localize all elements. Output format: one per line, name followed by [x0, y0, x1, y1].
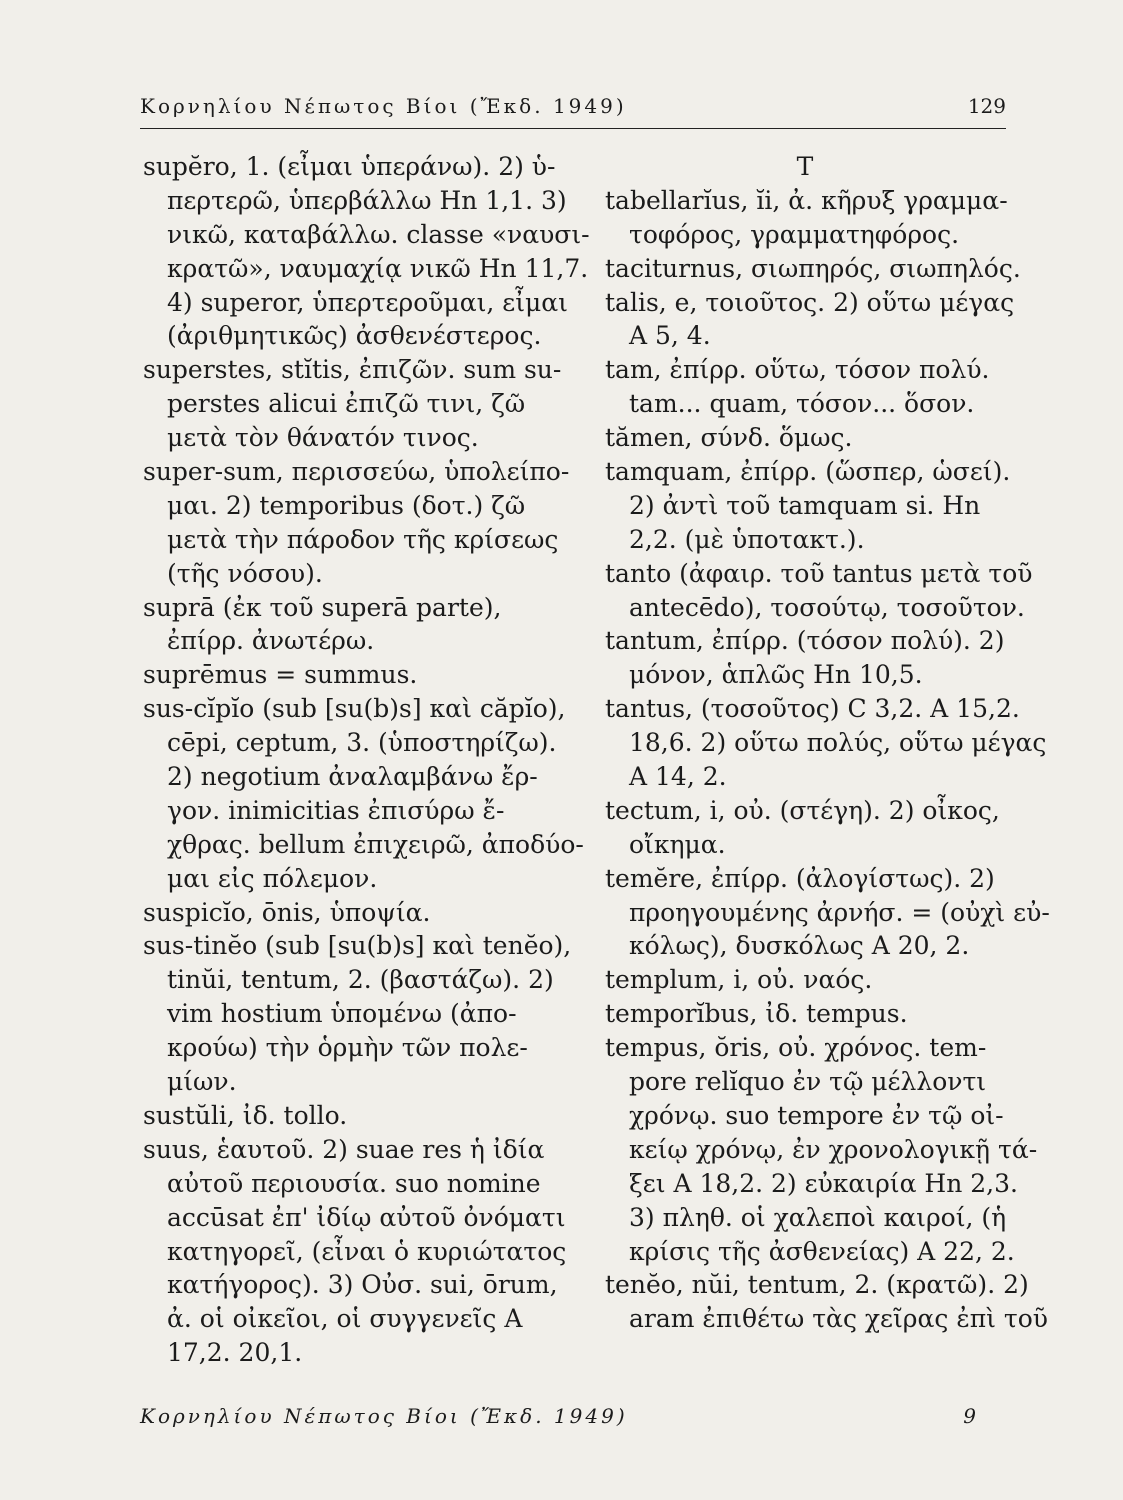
entry-headword-line: sustŭli, ἰδ. tollo. [143, 1100, 348, 1130]
entry-headword-line: sus-cĭpĭo (sub [su(b)s] καὶ căpĭo), [143, 694, 566, 724]
entry-continuation-line: μίων. [167, 1067, 237, 1097]
entry-headword-line: tenĕo, nŭi, tentum, 2. (κρατῶ). 2) [605, 1270, 1029, 1300]
entry-headword-line: tantum, ἐπίρρ. (τόσον πολύ). 2) [605, 626, 1005, 656]
entry-headword-line: tamquam, ἐπίρρ. (ὥσπερ, ὡσεί). [605, 457, 1011, 487]
entry-continuation-line: 2) negotium ἀναλαμβάνω ἔρ- [167, 762, 538, 792]
section-letter: T [796, 152, 814, 181]
signature-mark: 9 [963, 1404, 976, 1428]
running-header [140, 90, 1006, 129]
entry-headword-line: super-sum, περισσεύω, ὑπολείπο- [143, 457, 570, 487]
entry-headword-line: talis, e, τοιοῦτος. 2) οὕτω μέγας [605, 287, 1015, 317]
entry-continuation-line: μόνον, ἁπλῶς Hn 10,5. [629, 660, 923, 690]
entry-continuation-line: κατηγορεῖ, (εἶναι ὁ κυριώτατος [167, 1236, 567, 1266]
entry-continuation-line: χρόνῳ. suo tempore ἐν τῷ οἰ- [629, 1100, 1004, 1130]
entry-continuation-line: μαι. 2) temporibus (δοτ.) ζῶ [167, 490, 526, 520]
entry-continuation-line: 2) ἀντὶ τοῦ tamquam si. Hn [629, 490, 981, 520]
entry-headword-line: tectum, i, οὐ. (στέγη). 2) οἶκος, [605, 795, 1000, 825]
entry-headword-line: temĕre, ἐπίρρ. (ἀλογίστως). 2) [605, 863, 995, 893]
entry-continuation-line: ξει A 18,2. 2) εὐκαιρία Hn 2,3. [629, 1168, 1018, 1198]
entry-headword-line: tabellarĭus, ĭi, ἀ. κῆρυξ γραμμα- [605, 185, 1008, 215]
footer-title: Κορνηλίου Νέπωτος Βίοι (Ἔκδ. 1949) [140, 1404, 628, 1428]
entry-continuation-line: tam... quam, τόσον... ὅσον. [629, 389, 975, 419]
entry-continuation-line: (ἀριθμητικῶς) ἀσθενέστερος. [167, 321, 542, 351]
entry-continuation-line: A 14, 2. [629, 762, 727, 792]
entry-continuation-line: A 5, 4. [629, 321, 711, 351]
entry-continuation-line: κρατῶ», ναυμαχίᾳ νικῶ Hn 11,7. [167, 253, 589, 283]
entry-headword-line: supĕro, 1. (εἶμαι ὑπεράνω). 2) ὑ- [143, 152, 556, 181]
entry-continuation-line: perstes alicui ἐπιζῶ τινι, ζῶ [167, 389, 526, 419]
entry-continuation-line: ἀ. οἱ οἰκεῖοι, οἱ συγγενεῖς A [167, 1304, 523, 1334]
entry-headword-line: suspicĭo, ōnis, ὑποψία. [143, 897, 431, 927]
entry-continuation-line: μετὰ τὸν θάνατόν τινος. [167, 423, 479, 453]
entry-headword-line: superstes, stĭtis, ἐπιζῶν. sum su- [143, 355, 562, 385]
entry-continuation-line: cēpi, ceptum, 3. (ὑποστηρίζω). [167, 728, 557, 758]
entry-continuation-line: περτερῶ, ὑπερβάλλω Hn 1,1. 3) [167, 185, 567, 215]
entry-continuation-line: τοφόρος, γραμματηφόρος. [629, 219, 960, 249]
entry-continuation-line: 17,2. 20,1. [167, 1338, 303, 1368]
entry-headword-line: tămen, σύνδ. ὅμως. [605, 423, 853, 453]
entry-continuation-line: νικῶ, καταβάλλω. classe «ναυσι- [167, 219, 590, 249]
entry-continuation-line: κείῳ χρόνῳ, ἐν χρονολογικῇ τά- [629, 1134, 1038, 1164]
entry-continuation-line: 3) πληθ. οἱ χαλεποὶ καιροί, (ἡ [629, 1202, 1007, 1232]
left-column [143, 150, 590, 1370]
entry-continuation-line: χθρας. bellum ἐπιχειρῶ, ἀποδύο- [167, 829, 584, 859]
entry-continuation-line: vim hostium ὑπομένω (ἀπο- [167, 999, 517, 1029]
entry-continuation-line: 18,6. 2) οὕτω πολύς, οὕτω μέγας [629, 728, 1047, 758]
entry-headword-line: taciturnus, σιωπηρός, σιωπηλός. [605, 253, 1021, 283]
right-column [605, 150, 1050, 1336]
entry-headword-line: tam, ἐπίρρ. οὕτω, τόσον πολύ. [605, 355, 990, 385]
entry-headword-line: tempus, ŏris, οὐ. χρόνος. tem- [605, 1033, 987, 1063]
entry-continuation-line: (τῆς νόσου). [167, 558, 323, 588]
page-number: 129 [967, 94, 1006, 118]
entry-continuation-line: pore relĭquo ἐν τῷ μέλλοντι [629, 1067, 987, 1097]
entry-continuation-line: οἴκημα. [629, 829, 726, 859]
entry-continuation-line: antecēdo), τοσούτῳ, τοσοῦτον. [629, 592, 1025, 622]
entry-continuation-line: κρούω) τὴν ὁρμὴν τῶν πολε- [167, 1033, 528, 1063]
entry-headword-line: tantus, (τοσοῦτος) C 3,2. A 15,2. [605, 694, 1020, 724]
entry-headword-line: suus, ἑαυτοῦ. 2) suae res ἡ ἰδία [143, 1134, 545, 1164]
entry-headword-line: temporĭbus, ἰδ. tempus. [605, 999, 908, 1029]
entry-continuation-line: 2,2. (μὲ ὑποτακτ.). [629, 524, 865, 554]
entry-continuation-line: μαι εἰς πόλεμον. [167, 863, 378, 893]
entry-headword-line: suprā (ἐκ τοῦ superā parte), [143, 592, 502, 622]
entry-continuation-line: γον. inimicitias ἐπισύρω ἔ- [167, 795, 505, 825]
running-footer [140, 1398, 1006, 1438]
entry-continuation-line: μετὰ τὴν πάροδον τῆς κρίσεως [167, 524, 559, 554]
entry-continuation-line: aram ἐπιθέτω τὰς χεῖρας ἐπὶ τοῦ [629, 1304, 1048, 1334]
entry-continuation-line: accūsat ἐπ' ἰδίῳ αὐτοῦ ὀνόματι [167, 1202, 566, 1232]
entry-continuation-line: προηγουμένης ἀρνήσ. = (οὐχὶ εὐ- [629, 897, 1050, 927]
entry-continuation-line: αὐτοῦ περιουσία. suo nomine [167, 1168, 541, 1198]
entry-continuation-line: κόλως), δυσκόλως A 20, 2. [629, 931, 970, 961]
entry-continuation-line: ἐπίρρ. ἀνωτέρω. [167, 626, 375, 656]
entry-headword-line: tanto (ἀφαιρ. τοῦ tantus μετὰ τοῦ [605, 558, 1033, 588]
entry-headword-line: templum, i, οὐ. ναός. [605, 965, 873, 995]
entry-headword-line: suprēmus = summus. [143, 660, 418, 690]
entry-continuation-line: κρίσις τῆς ἀσθενείας) A 22, 2. [629, 1236, 1015, 1266]
entry-headword-line: sus-tinĕo (sub [su(b)s] καὶ tenĕo), [143, 931, 572, 961]
running-header-title: Κορνηλίου Νέπωτος Βίοι (Ἔκδ. 1949) [140, 94, 627, 118]
entry-continuation-line: 4) superor, ὑπερτεροῦμαι, εἶμαι [167, 287, 568, 317]
entry-continuation-line: tinŭi, tentum, 2. (βαστάζω). 2) [167, 965, 554, 995]
entry-continuation-line: κατήγορος). 3) Οὐσ. sui, ōrum, [167, 1270, 558, 1300]
